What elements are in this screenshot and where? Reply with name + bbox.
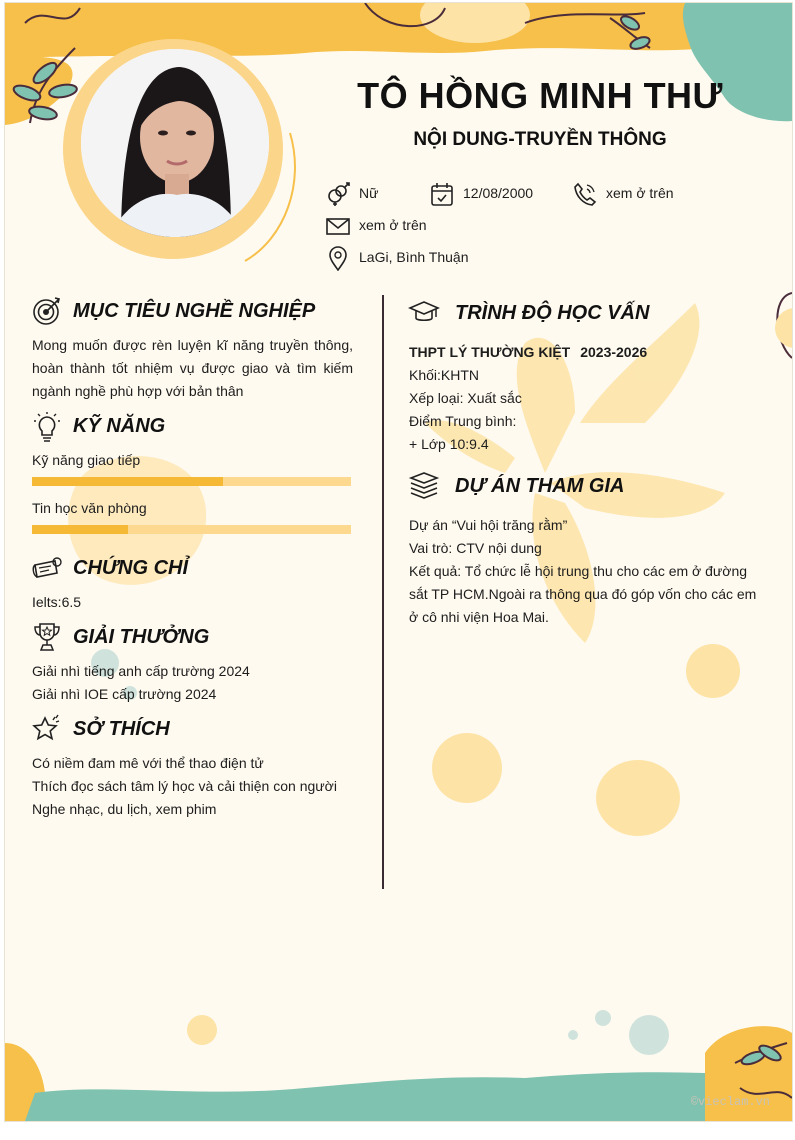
education-line: Xếp loại: Xuất sắc [409,390,522,406]
hobby-item: Nghe nhạc, du lịch, xem phim [32,801,217,817]
diploma-icon [31,553,63,585]
skills-title: KỸ NĂNG [73,415,166,437]
gender-value: Nữ [359,185,379,201]
email-value: xem ở trên [359,217,427,233]
star-icon [31,713,63,745]
skill-bar-fill [32,525,128,534]
job-title: NỘI DUNG-TRUYỀN THÔNG [413,129,667,150]
hobbies-title: SỞ THÍCH [73,718,170,740]
project-line: Dự án “Vui hội trăng rằm” [409,517,568,533]
skill-label: Kỹ năng giao tiếp [32,452,141,468]
cv-page [4,2,793,1122]
awards-title: GIẢI THƯỞNG [73,626,210,648]
project-line: Vai trò: CTV nội dung [409,540,542,556]
projects-title: DỰ ÁN THAM GIA [455,475,625,497]
certificates-title: CHỨNG CHỈ [73,557,189,579]
study-period: 2023-2026 [580,344,648,360]
mail-icon [325,213,351,239]
skill-bar [32,525,351,534]
objective-title: MỤC TIÊU NGHỀ NGHIỆP [73,300,316,322]
target-icon [31,295,63,327]
birthdate-value: 12/08/2000 [463,185,534,201]
skill-bar-fill [32,477,223,486]
education-title: TRÌNH ĐỘ HỌC VẤN [455,302,650,324]
column-divider [382,295,384,889]
profile-photo [81,49,269,237]
gender-icon [325,181,351,207]
calendar-icon [429,181,455,207]
school-name: THPT LÝ THƯỜNG KIỆT [409,344,571,360]
full-name: TÔ HỒNG MINH THƯ [357,75,723,116]
project-result: Kết quả: Tổ chức lễ hội trung thu cho các em ở đường sắt TP HCM.Ngoài ra thông qua đó góp vốn cho các em ở cô nhi viện Hoa Mai. [409,563,757,625]
phone-value: xem ở trên [606,185,674,201]
hobby-item: Thích đọc sách tâm lý học và cải thiện con người [32,778,337,794]
education-line: Điểm Trung bình: [409,413,517,429]
watermark: ©vieclam.vn [690,1095,770,1109]
award-item: Giải nhì tiếng anh cấp trường 2024 [32,663,250,679]
education-line: + Lớp 10:9.4 [409,436,489,452]
certificate-item: Ielts:6.5 [32,594,82,610]
trophy-icon [31,621,63,653]
hobby-item: Có niềm đam mê với thể thao điện tử [32,755,264,771]
skill-bar [32,477,351,486]
education-line: Khối:KHTN [409,367,480,383]
lightbulb-icon [31,411,63,443]
objective-text: Mong muốn được rèn luyện kĩ năng truyền thông, hoàn thành tốt nhiệm vụ được giao và tìm kiếm ngành nghề phù hợp với bản thân [32,337,353,399]
graduation-cap-icon [408,297,440,329]
skill-label: Tin học văn phòng [32,500,147,516]
award-item: Giải nhì IOE cấp trường 2024 [32,686,217,702]
address-value: LaGi, Bình Thuận [359,249,469,265]
location-pin-icon [325,245,351,271]
books-stack-icon [408,470,440,502]
school-row [409,341,647,364]
phone-icon [572,181,598,207]
